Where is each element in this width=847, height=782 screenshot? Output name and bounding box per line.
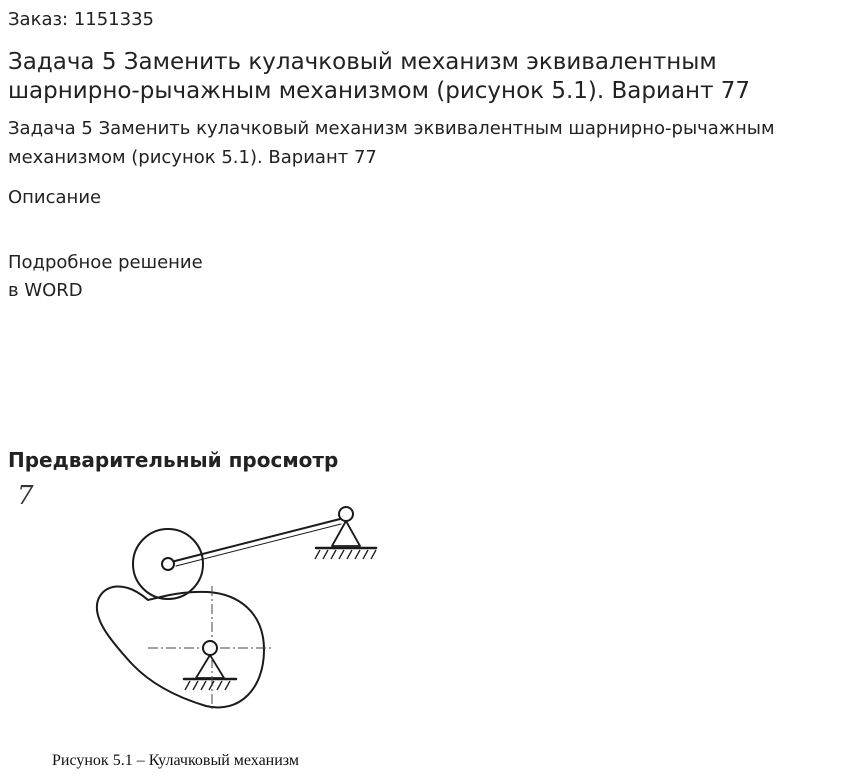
cam-pivot xyxy=(203,641,217,655)
cam-profile xyxy=(97,586,264,707)
figure-caption: Рисунок 5.1 – Кулачковый механизм xyxy=(52,752,300,769)
figure-variant-number: 7 xyxy=(17,481,34,511)
order-number: Заказ: 1151335 xyxy=(8,9,154,30)
rocker-pivot xyxy=(339,507,353,521)
preview-figure xyxy=(0,480,420,782)
description-line-2: в WORD xyxy=(8,280,83,301)
rocker-arm xyxy=(175,519,340,561)
rocker-arm-edge xyxy=(176,524,341,566)
description-line-1: Подробное решение xyxy=(8,252,203,273)
description-text xyxy=(8,249,203,305)
task-subtitle: Задача 5 Заменить кулачковый механизм эквивалентным шарнирно-рычажным механизмом (рисунок 5.1). Вариант 77 xyxy=(8,118,775,168)
roller-pivot xyxy=(162,558,174,570)
description-heading: Описание xyxy=(8,187,102,208)
cam-support xyxy=(196,655,224,678)
page-title: Задача 5 Заменить кулачковый механизм эквивалентным шарнирно-рычажным механизмом (рисунок 5.1). Вариант 77 xyxy=(8,49,751,104)
cam-mechanism-drawing xyxy=(0,480,420,750)
preview-heading: Предварительный просмотр xyxy=(8,448,339,472)
